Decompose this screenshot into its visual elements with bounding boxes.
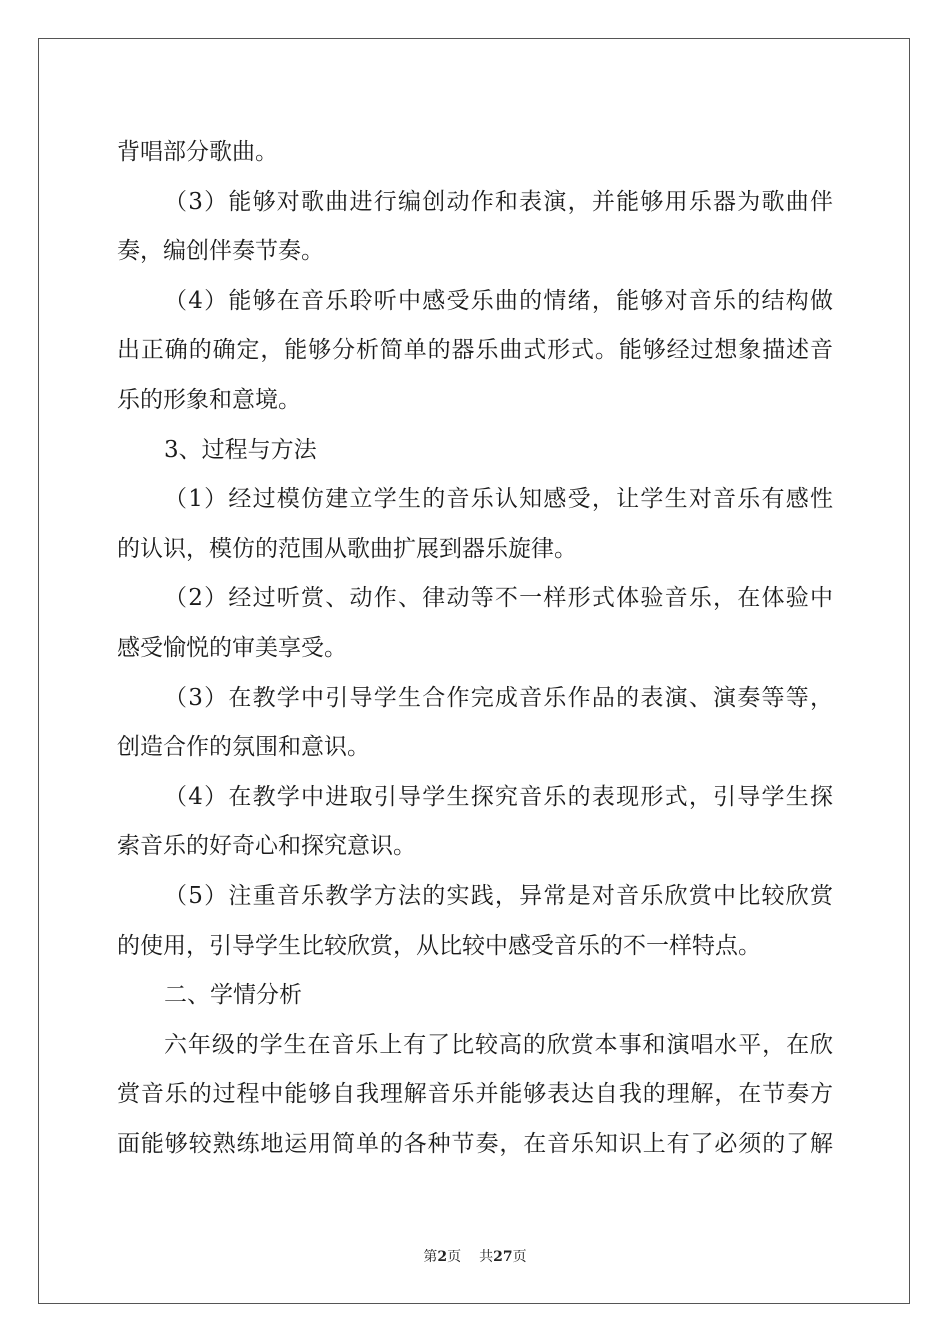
text-line-3: 奏，编创伴奏节奏。 <box>117 238 324 265</box>
text-line-21: 面能够较熟练地运用简单的各种节奏，在音乐知识上有了必须的了解 <box>117 1130 833 1157</box>
section-heading-process-method: 3、过程与方法 <box>164 436 317 463</box>
text-line-16: （5）注重音乐教学方法的实践，异常是对音乐欣赏中比较欣赏 <box>164 882 833 909</box>
text-line-17: 的使用，引导学生比较欣赏，从比较中感受音乐的不一样特点。 <box>117 932 761 959</box>
page-prefix: 第 <box>423 1249 438 1265</box>
text-line-14: （4）在教学中进取引导学生探究音乐的表现形式，引导学生探 <box>164 783 833 810</box>
document-body <box>117 128 833 1169</box>
text-line-20: 赏音乐的过程中能够自我理解音乐并能够表达自我的理解，在节奏方 <box>117 1081 833 1108</box>
text-line-12: （3）在教学中引导学生合作完成音乐作品的表演、演奏等等， <box>164 684 833 711</box>
text-line-5: 出正确的确定，能够分析简单的器乐曲式形式。能够经过想象描述音 <box>117 337 833 364</box>
text-line-11: 感受愉悦的审美享受。 <box>117 634 347 661</box>
total-pages: 27 <box>493 1249 513 1265</box>
text-line-13: 创造合作的氛围和意识。 <box>117 734 370 761</box>
section-heading-learning-analysis: 二、学情分析 <box>164 982 302 1009</box>
page-footer <box>0 1246 950 1266</box>
text-line-2: （3）能够对歌曲进行编创动作和表演，并能够用乐器为歌曲伴 <box>164 188 833 215</box>
page-suffix: 页 <box>447 1249 462 1265</box>
page-number: 2 <box>437 1249 448 1265</box>
text-line-8: （1）经过模仿建立学生的音乐认知感受，让学生对音乐有感性 <box>164 486 833 513</box>
text-line-15: 索音乐的好奇心和探究意识。 <box>117 833 416 860</box>
text-line-9: 的认识，模仿的范围从歌曲扩展到器乐旋律。 <box>117 535 577 562</box>
text-line-10: （2）经过听赏、动作、律动等不一样形式体验音乐，在体验中 <box>164 585 833 612</box>
text-line-4: （4）能够在音乐聆听中感受乐曲的情绪，能够对音乐的结构做 <box>164 287 833 314</box>
text-line-6: 乐的形象和意境。 <box>117 386 301 413</box>
total-suffix: 页 <box>512 1249 527 1265</box>
total-prefix: 共 <box>479 1249 494 1265</box>
text-line-1: 背唱部分歌曲。 <box>117 139 278 165</box>
text-line-19: 六年级的学生在音乐上有了比较高的欣赏本事和演唱水平，在欣 <box>164 1031 833 1058</box>
